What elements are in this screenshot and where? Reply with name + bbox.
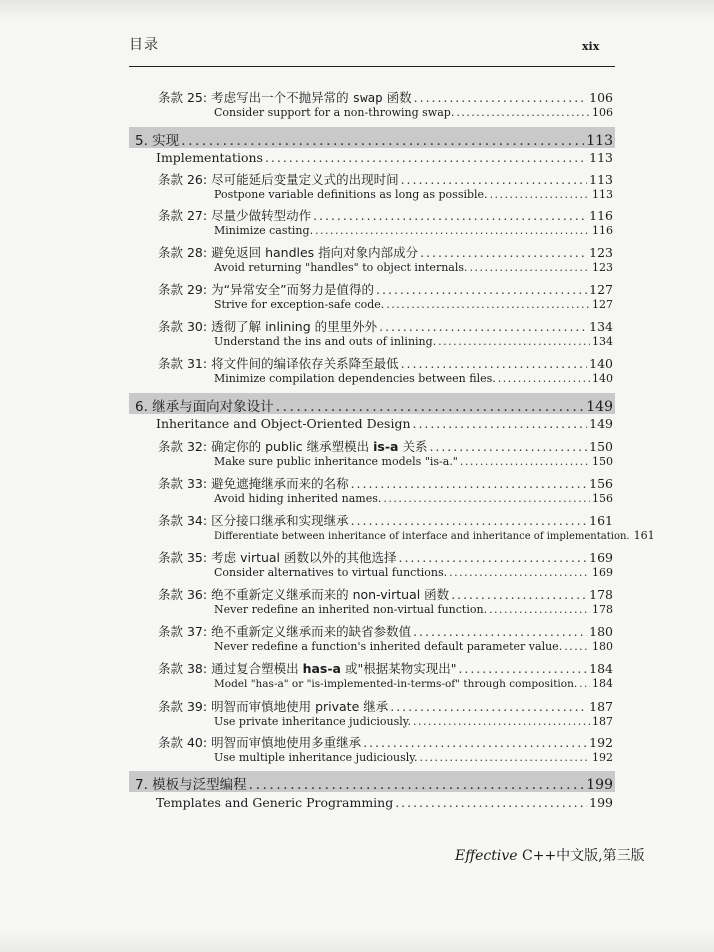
item-label: 条款 31: — [158, 356, 208, 371]
page-number: 184 — [589, 661, 613, 676]
chapter-title-en: Inheritance and Object-Oriented Design — [156, 416, 411, 431]
toc-chapter-5-en[interactable] — [156, 150, 613, 165]
item-title-cn: 区分接口继承和实现继承 — [211, 513, 349, 528]
item-label: 条款 38: — [158, 661, 208, 676]
toc-chapter-7-en[interactable] — [156, 795, 613, 810]
item-label: 条款 30: — [158, 319, 208, 334]
page-number: 149 — [589, 416, 613, 431]
dot-leader — [313, 208, 587, 223]
toc-item-26-en[interactable] — [214, 188, 613, 201]
item-label: 条款 39: — [158, 699, 208, 714]
running-header-page-number: xix — [582, 40, 600, 53]
dot-leader — [383, 492, 590, 505]
running-header-section: 目录 — [129, 37, 159, 53]
item-title-cn: 确定你的 public 继承塑模出 is-a 关系 — [211, 439, 428, 454]
item-label: 条款 32: — [158, 439, 208, 454]
item-title-en: Avoid hiding inherited names. — [214, 492, 382, 505]
page-number: 150 — [589, 439, 613, 454]
page-number: 178 — [589, 587, 613, 602]
dot-leader — [315, 224, 590, 237]
dot-leader — [390, 699, 587, 714]
page-number: 140 — [589, 356, 613, 371]
page-number: 127 — [589, 282, 613, 297]
dot-leader — [429, 439, 587, 454]
item-label: 条款 29: — [158, 282, 208, 297]
dot-leader — [414, 90, 587, 105]
page-number: 156 — [592, 492, 613, 505]
page-number: 113 — [589, 150, 613, 165]
item-label: 条款 37: — [158, 624, 208, 639]
toc-item-40[interactable] — [158, 733, 613, 751]
toc-item-38-en[interactable] — [214, 677, 613, 690]
dot-leader — [379, 319, 587, 334]
item-label: 条款 40: — [158, 735, 208, 750]
item-title-en: Never redefine a function's inherited default parameter value. — [214, 640, 563, 653]
toc-item-35[interactable] — [158, 548, 613, 566]
toc-item-37[interactable] — [158, 622, 613, 640]
dot-leader — [498, 372, 590, 385]
page-number: 116 — [589, 208, 613, 223]
item-title-en: Use multiple inheritance judiciously. — [214, 751, 418, 764]
dot-leader — [579, 678, 590, 690]
toc-item-35-en[interactable] — [214, 566, 613, 579]
item-title-cn: 尽可能延后变量定义式的出现时间 — [211, 172, 399, 187]
page-number: 199 — [586, 777, 613, 793]
item-title-cn: 透彻了解 inlining 的里里外外 — [211, 319, 378, 334]
page-number: 140 — [592, 372, 613, 385]
page-number: 180 — [589, 624, 613, 639]
item-title-en: Avoid returning "handles" to object internals. — [214, 261, 468, 274]
toc-item-40-en[interactable] — [214, 751, 613, 764]
item-title-cn: 绝不重新定义继承而来的 non-virtual 函数 — [211, 587, 450, 602]
item-title-en: Differentiate between inheritance of interface and inheritance of implementation. — [214, 531, 630, 542]
toc-item-36-en[interactable] — [214, 603, 613, 616]
dot-leader — [420, 751, 590, 764]
dot-leader — [470, 261, 591, 274]
page-number: 180 — [592, 640, 613, 653]
dot-leader — [413, 715, 590, 728]
toc-item-29-en[interactable] — [214, 298, 613, 311]
page-number: 127 — [592, 298, 613, 311]
page-number: 106 — [592, 106, 613, 119]
page-number: 149 — [586, 399, 613, 415]
toc-item-31-en[interactable] — [214, 372, 613, 385]
page-number: 169 — [589, 550, 613, 565]
page-number: 178 — [592, 603, 613, 616]
item-label: 条款 25: — [158, 90, 208, 105]
item-title-en: Strive for exception-safe code. — [214, 298, 385, 311]
item-title-en: Consider support for a non-throwing swap. — [214, 106, 455, 119]
dot-leader — [451, 587, 587, 602]
dot-leader — [351, 513, 588, 528]
dot-leader — [376, 282, 587, 297]
page-number: 192 — [592, 751, 613, 764]
toc-item-25-en[interactable] — [214, 106, 613, 119]
item-title-cn: 将文件间的编译依存关系降至最低 — [211, 356, 399, 371]
dot-leader — [490, 188, 590, 201]
toc-item-33[interactable] — [158, 474, 613, 492]
toc-item-32-en[interactable] — [214, 455, 613, 468]
dot-leader — [395, 795, 587, 810]
dot-leader — [438, 335, 590, 348]
dot-leader — [181, 133, 584, 149]
dot-leader — [249, 777, 585, 793]
item-label: 条款 27: — [158, 208, 208, 223]
toc-item-34[interactable] — [158, 511, 613, 529]
item-title-cn: 考虑写出一个不抛异常的 swap 函数 — [211, 90, 412, 105]
dot-leader — [399, 550, 588, 565]
toc-item-31[interactable] — [158, 354, 613, 372]
item-label: 条款 34: — [158, 513, 208, 528]
dot-leader — [460, 455, 590, 468]
page-number: 199 — [589, 795, 613, 810]
item-label: 条款 28: — [158, 245, 208, 260]
page-number: 156 — [589, 476, 613, 491]
footer-title: C++中文版,第三版 — [517, 848, 645, 864]
dot-leader — [351, 476, 588, 491]
dot-leader — [449, 566, 590, 579]
page-number: 113 — [592, 188, 613, 201]
dot-leader — [456, 106, 590, 119]
dot-leader — [564, 640, 590, 653]
page-number: 184 — [592, 677, 613, 690]
toc-item-39-en[interactable] — [214, 715, 613, 728]
page-number: 134 — [592, 335, 613, 348]
toc-chapter-6-en[interactable] — [156, 416, 613, 431]
toc-item-36[interactable] — [158, 585, 613, 603]
footer-italic: Effective — [455, 848, 518, 864]
dot-leader — [489, 603, 590, 616]
dot-leader — [401, 172, 588, 187]
dot-leader — [265, 150, 587, 165]
page-number: 150 — [592, 455, 613, 468]
toc-item-28-en[interactable] — [214, 261, 613, 274]
toc-item-30-en[interactable] — [214, 335, 613, 348]
toc-item-29[interactable] — [158, 280, 613, 298]
item-title-en: Postpone variable definitions as long as possible. — [214, 188, 488, 201]
item-title-en: Understand the ins and outs of inlining. — [214, 335, 437, 348]
item-title-en: Minimize casting. — [214, 224, 314, 237]
dot-leader — [386, 298, 590, 311]
toc-item-27[interactable] — [158, 206, 613, 224]
page-number: 161 — [589, 513, 613, 528]
page-number: 116 — [592, 224, 613, 237]
item-title-en: Consider alternatives to virtual functions. — [214, 566, 448, 579]
page-number: 169 — [592, 566, 613, 579]
item-title-cn: 尽量少做转型动作 — [211, 208, 312, 223]
item-title-cn: 避免返回 handles 指向对象内部成分 — [211, 245, 419, 260]
toc-chapter-5[interactable] — [135, 129, 613, 149]
toc-item-28[interactable] — [158, 243, 613, 261]
page-number: 187 — [592, 715, 613, 728]
toc-item-25[interactable] — [158, 88, 613, 106]
item-title-cn: 绝不重新定义继承而来的缺省参数值 — [211, 624, 412, 639]
toc-item-37-en[interactable] — [214, 640, 613, 653]
item-label: 条款 26: — [158, 172, 208, 187]
dot-leader — [276, 399, 585, 415]
item-title-cn: 避免遮掩继承而来的名称 — [211, 476, 349, 491]
chapter-title-en: Implementations — [156, 150, 263, 165]
dot-leader — [363, 735, 587, 750]
item-title-en: Never redefine an inherited non-virtual function. — [214, 603, 488, 616]
toc-item-30[interactable] — [158, 317, 613, 335]
item-title-cn: 通过复合塑模出 has-a 或"根据某物实现出" — [211, 661, 457, 676]
item-label: 条款 36: — [158, 587, 208, 602]
item-title-cn: 明智而审慎地使用多重继承 — [211, 735, 362, 750]
page-number: 113 — [586, 133, 613, 149]
item-title-cn: 为“异常安全”而努力是值得的 — [211, 282, 375, 297]
item-title-cn: 明智而审慎地使用 private 继承 — [211, 699, 389, 714]
dot-leader — [401, 356, 588, 371]
toc-chapter-6[interactable] — [135, 395, 613, 415]
item-title-en: Make sure public inheritance models "is-a." — [214, 455, 458, 468]
item-title-en: Use private inheritance judiciously. — [214, 715, 411, 728]
page-number: 134 — [589, 319, 613, 334]
item-label: 条款 33: — [158, 476, 208, 491]
chapter-title: 7. 模板与泛型编程 — [135, 777, 247, 793]
toc-item-33-en[interactable] — [214, 492, 613, 505]
toc-item-27-en[interactable] — [214, 224, 613, 237]
page-number: 123 — [592, 261, 613, 274]
dot-leader — [413, 624, 587, 639]
dot-leader — [413, 416, 588, 431]
toc-item-39[interactable] — [158, 697, 613, 715]
page-number: 113 — [589, 172, 613, 187]
toc-item-32[interactable] — [158, 437, 613, 455]
item-title-en: Model "has-a" or "is-implemented-in-terms-of" through composition. — [214, 678, 578, 690]
item-title-cn: 考虑 virtual 函数以外的其他选择 — [211, 550, 397, 565]
chapter-title: 5. 实现 — [135, 133, 180, 149]
chapter-title-en: Templates and Generic Programming — [156, 795, 394, 810]
page-number: 187 — [589, 699, 613, 714]
dot-leader — [458, 661, 587, 676]
page-number: 161 — [633, 529, 655, 542]
page-number: 123 — [589, 245, 613, 260]
toc-item-34-en[interactable] — [214, 529, 655, 542]
page-number: 192 — [589, 735, 613, 750]
running-footer — [455, 845, 645, 865]
toc-item-26[interactable] — [158, 170, 613, 188]
item-title-en: Minimize compilation dependencies between files. — [214, 372, 496, 385]
toc-chapter-7[interactable] — [135, 773, 613, 793]
item-label: 条款 35: — [158, 550, 208, 565]
toc-item-38[interactable] — [158, 659, 613, 677]
page-number: 106 — [589, 90, 613, 105]
dot-leader — [420, 245, 587, 260]
chapter-title: 6. 继承与面向对象设计 — [135, 399, 274, 415]
